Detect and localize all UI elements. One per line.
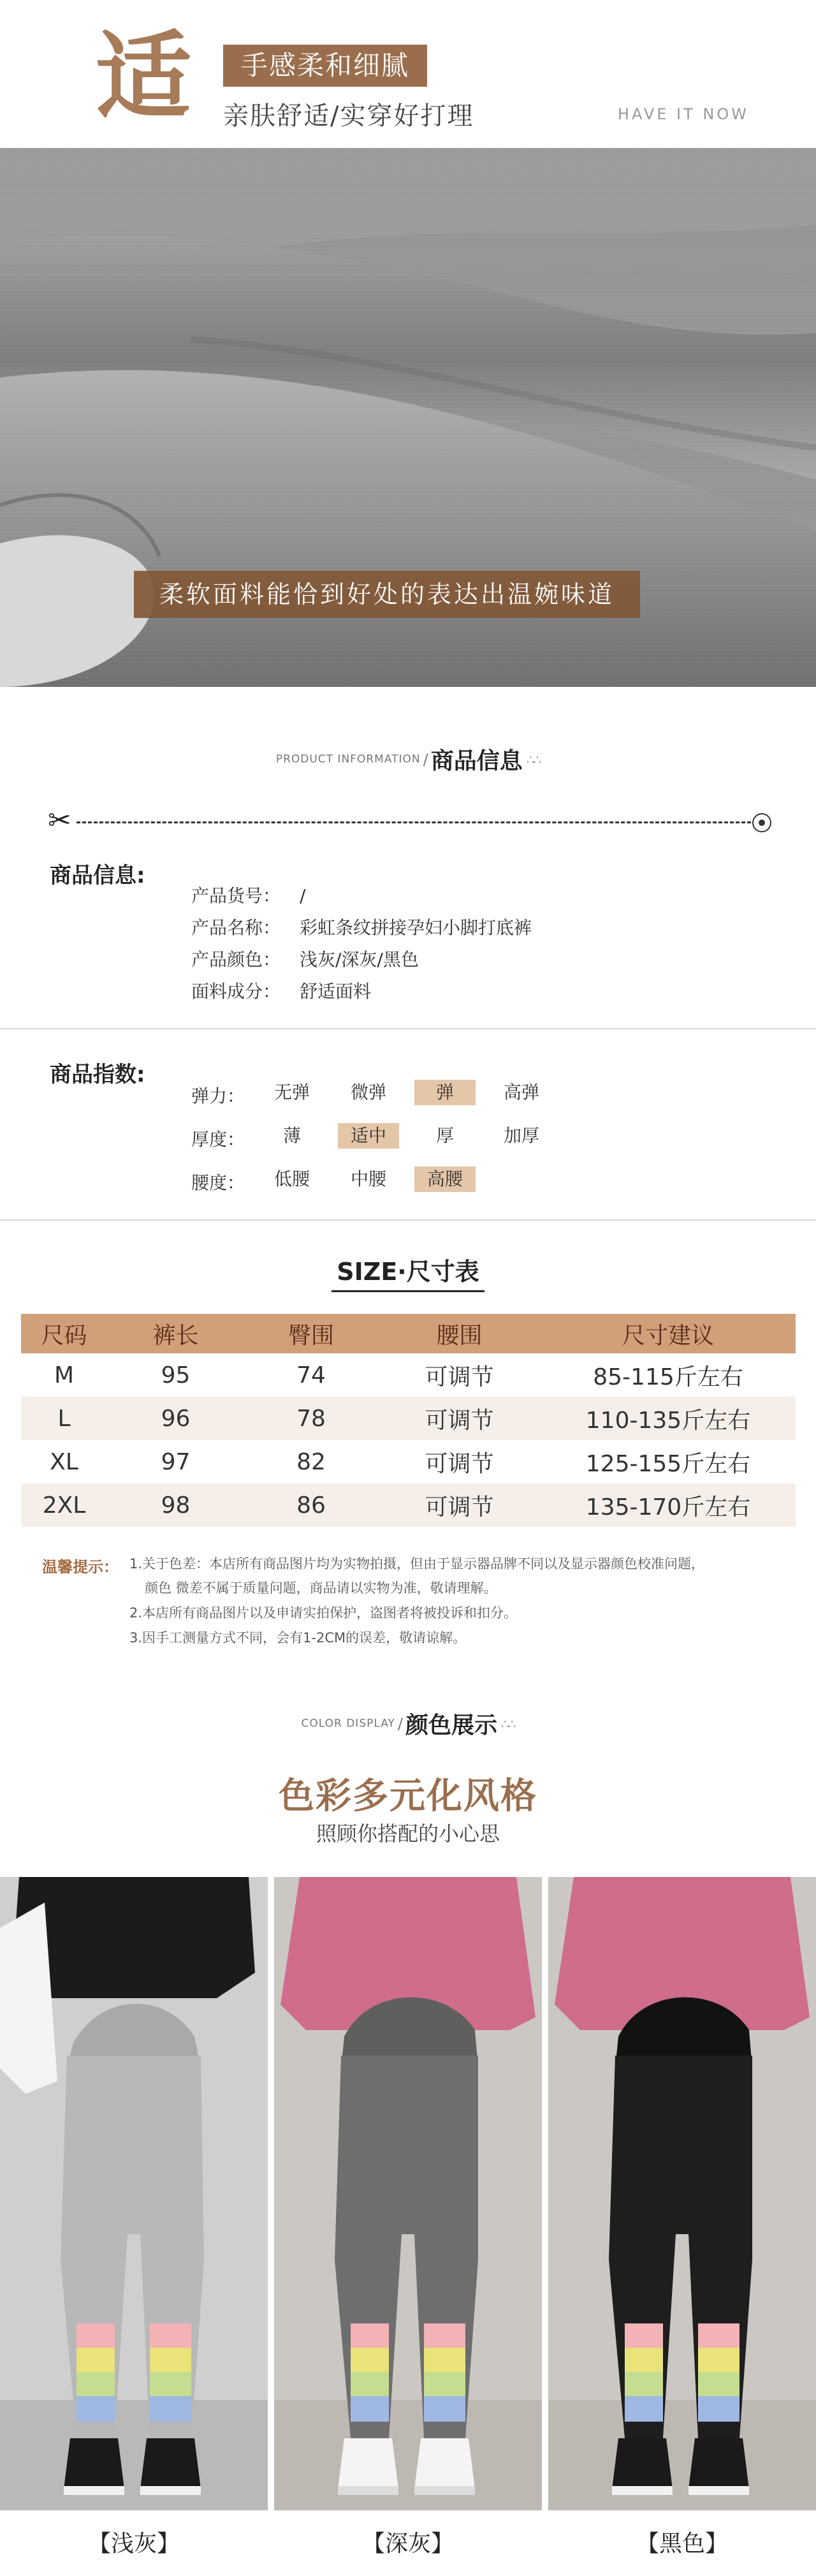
size-table-header-row [21,1314,796,1353]
info-key: 面料成分： [191,981,281,1002]
color-subheading: 照顾你搭配的小心思 [316,1822,500,1846]
info-key: 产品名称： [191,917,281,938]
index-option: 微弹 [350,1082,386,1103]
size-cell: 可调节 [378,1483,541,1527]
section-title-zh: 商品信息 [430,748,523,774]
info-row [191,946,419,971]
size-cell: 86 [244,1483,378,1527]
color-display-section-title [0,1707,816,1740]
index-option: 加厚 [503,1125,539,1146]
size-cell: 74 [296,1362,326,1388]
size-header-cell: 裤长 [107,1314,244,1353]
size-cell: 125-155斤左右 [585,1450,751,1477]
section-title-zh: 颜色展示 [405,1712,498,1739]
size-cell: 可调节 [378,1397,541,1440]
size-cell: M [54,1362,75,1388]
size-cell: XL [50,1448,78,1475]
dashed-cut-line [48,821,768,823]
index-option: 无弹 [273,1082,310,1103]
index-key: 弹力： [191,1086,245,1107]
section-title-slash: / [423,750,428,769]
size-cell: 98 [107,1483,244,1527]
index-option: 低腰 [273,1168,310,1189]
index-option-selected: 适中 [338,1123,399,1149]
photo-light-grey [0,1877,268,2510]
header-big-character: 适 [96,20,192,133]
section-title-en: PRODUCT INFORMATION [275,753,421,766]
divider [0,1028,816,1029]
size-header-cell: 尺寸建议 [541,1314,796,1353]
note-line: 3.因手工测量方式不同，会有1-2CM的误差，敬请谅解。 [129,1630,467,1645]
black-leggings-image [548,1877,816,2510]
info-value: 彩虹条纹拼接孕妇小脚打底裤 [300,917,532,938]
section-title-en: COLOR DISPLAY [301,1717,395,1730]
product-info-label: 商品信息: [50,863,145,888]
info-value: 浅灰/深灰/黑色 [300,949,419,970]
section-title-dots: ∴∴ [526,751,541,767]
crosshair-icon [752,813,771,832]
note-line: 颜色 微差不属于质量问题，商品请以实物为准，敬请理解。 [145,1580,497,1596]
note-line: 1.关于色差：本店所有商品图片均为实物拍摄，但由于显示器品牌不同以及显示器颜色校准问题， [129,1556,705,1571]
info-value: / [300,885,306,906]
have-it-now-text: HAVE IT NOW [617,105,749,123]
info-row [191,978,371,1003]
size-table-row [21,1440,796,1483]
color-caption-black: 【黑色】 [636,2531,728,2557]
size-cell: 85-115斤左右 [593,1364,743,1390]
section-title-dots: ∴∴ [501,1716,515,1732]
info-row [191,914,532,939]
photo-dark-grey [274,1877,542,2510]
size-cell: L [21,1397,107,1440]
info-value: 舒适面料 [300,981,372,1002]
info-row [191,882,305,908]
index-option: 厚 [435,1125,454,1146]
color-heading: 色彩多元化风格 [279,1776,537,1817]
divider [0,1219,816,1221]
size-table [21,1314,796,1527]
index-option-selected: 弹 [414,1080,476,1105]
size-header-cell: 尺码 [21,1314,107,1353]
info-key: 产品颜色： [191,949,281,970]
color-caption-light-grey: 【浅灰】 [87,2531,180,2557]
header-banner [0,0,816,148]
size-cell: 2XL [21,1483,107,1527]
header-subtitle: 亲肤舒适/实穿好打理 [223,101,474,131]
index-option: 高弹 [503,1082,539,1103]
header-pill-label: 手感柔和细腻 [223,45,427,87]
section-title-slash: / [397,1714,404,1733]
product-index-label: 商品指数: [50,1062,145,1087]
size-cell: 82 [296,1448,326,1475]
index-option: 薄 [282,1125,301,1146]
color-caption-dark-grey: 【深灰】 [361,2531,454,2557]
fabric-photo [0,148,816,687]
size-cell: 可调节 [425,1364,494,1390]
size-header-cell: 腰围 [378,1314,541,1353]
size-cell: 110-135斤左右 [541,1397,796,1440]
index-option: 中腰 [350,1168,386,1189]
size-cell: 78 [244,1397,378,1440]
size-table-title: SIZE·尺寸表 [337,1258,479,1286]
product-info-section-title [0,743,816,776]
photo-black [548,1877,816,2510]
fabric-caption: 柔软面料能恰到好处的表达出温婉味道 [134,571,640,618]
size-cell: 96 [107,1397,244,1440]
index-key: 厚度： [191,1129,245,1150]
note-line: 2.本店所有商品图片以及申请实拍保护，盗图者将被投诉和扣分。 [129,1605,518,1621]
notes-label: 温馨提示： [42,1558,119,1576]
light-grey-leggings-image [0,1877,268,2510]
scissors-icon: ✂ [48,807,75,835]
size-cell: 95 [161,1362,191,1388]
size-cell: 可调节 [425,1450,494,1477]
size-cell: 97 [161,1448,191,1475]
size-header-cell: 臀围 [244,1314,378,1353]
size-table-row [21,1397,796,1440]
dark-grey-leggings-image [274,1877,542,2510]
size-cell: 135-170斤左右 [541,1483,796,1527]
index-option-selected: 高腰 [414,1167,476,1192]
size-table-row [21,1353,796,1397]
size-table-row [21,1483,796,1527]
info-key: 产品货号： [191,885,281,906]
index-key: 腰度： [191,1172,245,1193]
size-title-underline [332,1290,484,1292]
